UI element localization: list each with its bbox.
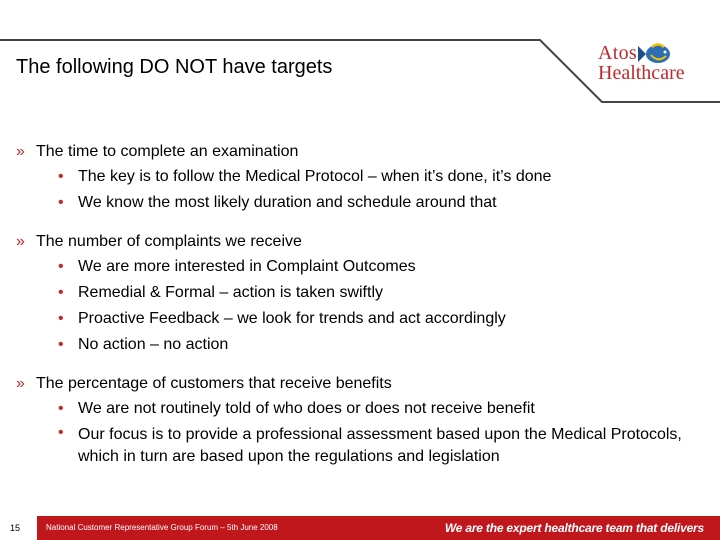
content-area	[16, 140, 706, 482]
section-complaints	[16, 230, 706, 358]
dot-bullet-icon: •	[58, 168, 64, 185]
dot-bullet-icon: •	[58, 258, 64, 275]
list-item: • We know the most likely duration and schedule around that	[16, 190, 706, 216]
sub-bullet-list	[16, 164, 706, 216]
list-item: • The key is to follow the Medical Protocol – when it’s done, it’s done	[16, 164, 706, 190]
main-bullet	[16, 372, 706, 396]
section-heading: The time to complete an examination	[36, 143, 299, 160]
footer-bar	[0, 516, 720, 540]
dot-bullet-icon: •	[58, 310, 64, 327]
list-item: • We are more interested in Complaint Outcomes	[16, 254, 706, 280]
page-title: The following DO NOT have targets	[16, 56, 333, 78]
section-heading: The percentage of customers that receive benefits	[36, 375, 392, 392]
chevron-bullet-icon: »	[16, 143, 25, 160]
dot-bullet-icon: •	[58, 336, 64, 353]
dot-bullet-icon: •	[58, 400, 64, 417]
section-heading: The number of complaints we receive	[36, 233, 302, 250]
footer-event: National Customer Representative Group Forum – 5th June 2008	[46, 523, 278, 532]
chevron-bullet-icon: »	[16, 233, 25, 250]
dot-bullet-icon: •	[58, 194, 64, 211]
list-item: • Proactive Feedback – we look for trends and act accordingly	[16, 306, 706, 332]
page-number: 15	[0, 516, 38, 540]
dot-bullet-icon: •	[58, 284, 64, 301]
section-exam-time	[16, 140, 706, 216]
sub-bullet-list	[16, 396, 706, 468]
logo-word-atos: Atos	[598, 42, 637, 64]
section-benefits	[16, 372, 706, 468]
list-item: • No action – no action	[16, 332, 706, 358]
list-item: • Our focus is to provide a professional assessment based upon the Medical Protocols, which in turn are based upon the regulations and legislation	[58, 424, 682, 465]
logo-word-healthcare: Healthcare	[598, 62, 685, 84]
footer-tagline: We are the expert healthcare team that delivers	[444, 521, 704, 535]
sub-bullet-list	[16, 254, 706, 358]
atos-healthcare-logo	[596, 42, 700, 90]
main-bullet	[16, 140, 706, 164]
list-item: • Remedial & Formal – action is taken swiftly	[16, 280, 706, 306]
main-bullet	[16, 230, 706, 254]
chevron-bullet-icon: »	[16, 375, 25, 392]
list-item: • We are not routinely told of who does or does not receive benefit	[16, 396, 706, 422]
dot-bullet-icon: •	[58, 424, 64, 441]
